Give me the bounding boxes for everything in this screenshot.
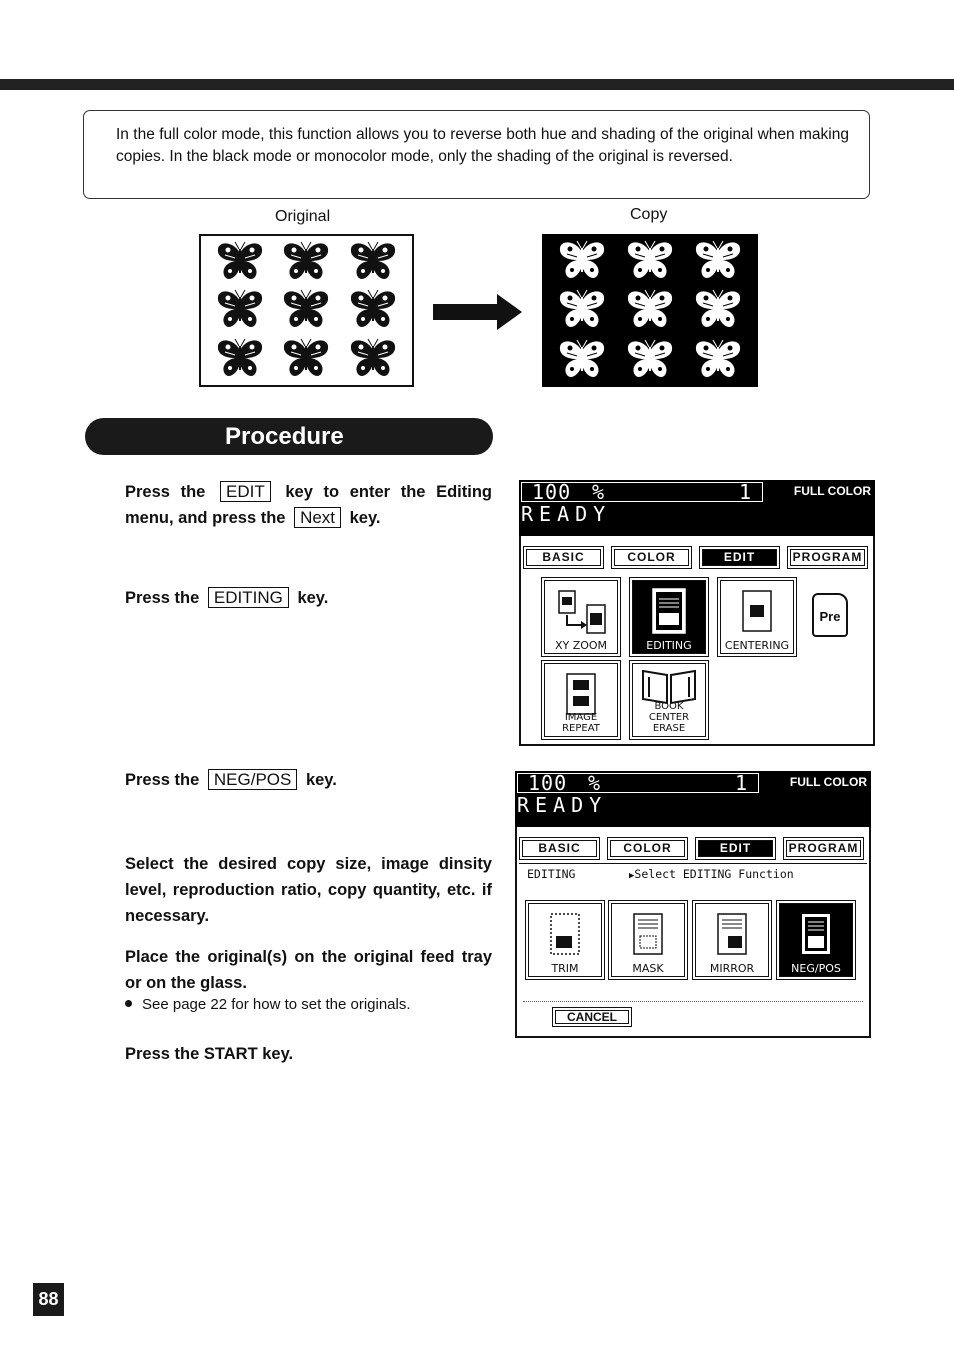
edit-key: EDIT — [220, 481, 271, 502]
step-5: Place the original(s) on the original feed tray or on the glass. — [125, 948, 492, 992]
page-number: 88 — [33, 1283, 64, 1316]
butterfly-icon — [693, 337, 743, 383]
butterfly-cell — [548, 286, 616, 336]
butterfly-icon — [281, 287, 331, 333]
tab-edit-label: EDIT — [698, 840, 773, 857]
tab-color-label: COLOR — [614, 549, 689, 566]
tab-color[interactable] — [611, 546, 692, 569]
tab-program-label: PROGRAM — [786, 840, 861, 857]
original-image — [199, 234, 414, 387]
butterfly-icon — [557, 337, 607, 383]
neg-pos-button[interactable] — [776, 900, 856, 980]
mask-label: MASK — [632, 962, 664, 975]
neg-pos-label: NEG/POS — [791, 962, 841, 975]
butterfly-icon — [281, 336, 331, 382]
image-repeat-button[interactable] — [541, 660, 621, 740]
tab-program[interactable] — [787, 546, 868, 569]
butterfly-icon — [693, 287, 743, 333]
right-arrow-icon — [433, 292, 523, 332]
butterfly-cell — [207, 238, 273, 286]
step-6: Press the START key. — [125, 1045, 294, 1063]
butterfly-cell — [548, 335, 616, 385]
butterfly-cell — [616, 286, 684, 336]
top-rule — [0, 79, 954, 90]
butterfly-cell — [340, 286, 406, 334]
step-2-pre: Press the — [125, 589, 200, 607]
step-3 — [125, 767, 492, 793]
control-panel-editing-function — [515, 771, 871, 1038]
butterfly-icon — [215, 287, 265, 333]
butterfly-icon — [557, 238, 607, 284]
mask-button[interactable] — [608, 900, 688, 980]
mirror-label: MIRROR — [709, 962, 755, 975]
butterfly-icon — [348, 287, 398, 333]
butterfly-cell — [684, 236, 752, 286]
procedure-banner: Procedure — [85, 418, 493, 455]
image-repeat-label: IMAGE REPEAT — [562, 712, 600, 734]
trim-button[interactable] — [525, 900, 605, 980]
butterfly-cell — [684, 335, 752, 385]
ratio-display — [517, 773, 759, 793]
tab-edit[interactable] — [695, 837, 776, 860]
cancel-button[interactable] — [552, 1007, 632, 1027]
status-bar — [519, 480, 875, 536]
ratio-display — [521, 482, 763, 502]
control-panel-edit-menu — [519, 480, 875, 746]
machine-status: READY — [517, 793, 608, 817]
centering-button[interactable] — [717, 577, 797, 657]
butterfly-icon — [625, 238, 675, 284]
butterfly-cell — [273, 238, 339, 286]
copy-quantity: 1 — [738, 480, 752, 504]
tab-edit-label: EDIT — [702, 549, 777, 566]
butterfly-cell — [340, 335, 406, 383]
cancel-label: CANCEL — [555, 1010, 629, 1024]
document-icon — [628, 910, 668, 960]
tab-basic[interactable] — [523, 546, 604, 569]
ratio-value: 100 — [532, 480, 572, 504]
tab-divider — [519, 863, 867, 864]
document-icon — [649, 587, 689, 637]
butterfly-cell — [273, 286, 339, 334]
original-label: Original — [275, 208, 331, 225]
prompt-text: Select EDITING Function — [634, 867, 794, 881]
centering-label: CENTERING — [724, 639, 790, 652]
color-mode: FULL COLOR — [789, 775, 867, 789]
tab-program-label: PROGRAM — [790, 549, 865, 566]
xy-zoom-button[interactable] — [541, 577, 621, 657]
butterfly-icon — [348, 239, 398, 285]
intro-box — [83, 110, 870, 199]
butterfly-icon — [625, 337, 675, 383]
book-center-erase-button[interactable] — [629, 660, 709, 740]
bullet-dot — [125, 1000, 132, 1007]
copy-quantity: 1 — [734, 771, 748, 795]
mirror-button[interactable] — [692, 900, 772, 980]
tab-color-label: COLOR — [610, 840, 685, 857]
butterfly-icon — [557, 287, 607, 333]
copy-image — [542, 234, 758, 387]
ratio-unit: % — [592, 480, 606, 504]
butterfly-cell — [616, 335, 684, 385]
butterfly-icon — [625, 287, 675, 333]
step-3-post: key. — [305, 771, 337, 789]
editing-key: EDITING — [208, 587, 289, 608]
neg-pos-key: NEG/POS — [208, 769, 297, 790]
tab-basic-label: BASIC — [526, 549, 601, 566]
step-1-post: key. — [349, 509, 381, 527]
copy-label: Copy — [630, 206, 668, 223]
machine-status: READY — [521, 502, 612, 526]
tab-basic[interactable] — [519, 837, 600, 860]
panel-tabs — [523, 546, 868, 569]
intro-text: In the full color mode, this function allows you to reverse both hue and shading of the original when making copies. In the black mode or monocolor mode, only the shading of the original is reversed. — [116, 126, 849, 165]
step-3-pre: Press the — [125, 771, 200, 789]
butterfly-icon — [348, 336, 398, 382]
tab-color[interactable] — [607, 837, 688, 860]
butterfly-cell — [207, 286, 273, 334]
next-key: Next — [294, 507, 341, 528]
step-4: Select the desired copy size, image dinsity level, reproduction ratio, copy quantity, etc. if necessary. — [125, 855, 492, 925]
erase-label: ERASE — [652, 723, 686, 734]
previous-button[interactable]: Pre — [812, 593, 848, 637]
butterfly-cell — [273, 335, 339, 383]
butterfly-cell — [207, 335, 273, 383]
butterfly-icon — [281, 239, 331, 285]
step-5-note — [125, 996, 411, 1013]
status-bar — [515, 771, 871, 827]
xy-zoom-label: XY ZOOM — [554, 639, 608, 652]
editing-button[interactable] — [629, 577, 709, 657]
step-1-mid: key to enter the Editing menu, and press the — [125, 483, 492, 527]
tab-program[interactable] — [783, 837, 864, 860]
butterfly-cell — [616, 236, 684, 286]
panel-tabs — [519, 837, 864, 860]
document-icon — [712, 910, 752, 960]
step-1 — [125, 479, 492, 531]
document-icon — [796, 910, 836, 960]
document-icon — [545, 910, 585, 960]
color-mode: FULL COLOR — [793, 484, 871, 498]
pointer-icon: ▶ — [629, 871, 635, 881]
butterfly-icon — [215, 336, 265, 382]
xy-zoom-icon — [553, 587, 609, 639]
butterfly-icon — [215, 239, 265, 285]
step-2-post: key. — [297, 589, 329, 607]
section-label: EDITING — [527, 867, 576, 881]
butterfly-icon — [693, 238, 743, 284]
tab-edit[interactable] — [699, 546, 780, 569]
step-2 — [125, 585, 492, 611]
book-center-label: BOOK CENTER — [648, 701, 690, 723]
step-1-pre: Press the — [125, 483, 206, 501]
document-icon — [737, 587, 777, 637]
butterfly-cell — [548, 236, 616, 286]
prompt-line — [629, 867, 794, 881]
step-5-note-text: See page 22 for how to set the originals. — [142, 996, 411, 1013]
trim-label: TRIM — [551, 962, 579, 975]
bottom-divider — [523, 1001, 863, 1002]
butterfly-cell — [340, 238, 406, 286]
ratio-value: 100 — [528, 771, 568, 795]
butterfly-cell — [684, 286, 752, 336]
ratio-unit: % — [588, 771, 602, 795]
editing-label: EDITING — [646, 639, 692, 652]
tab-basic-label: BASIC — [522, 840, 597, 857]
